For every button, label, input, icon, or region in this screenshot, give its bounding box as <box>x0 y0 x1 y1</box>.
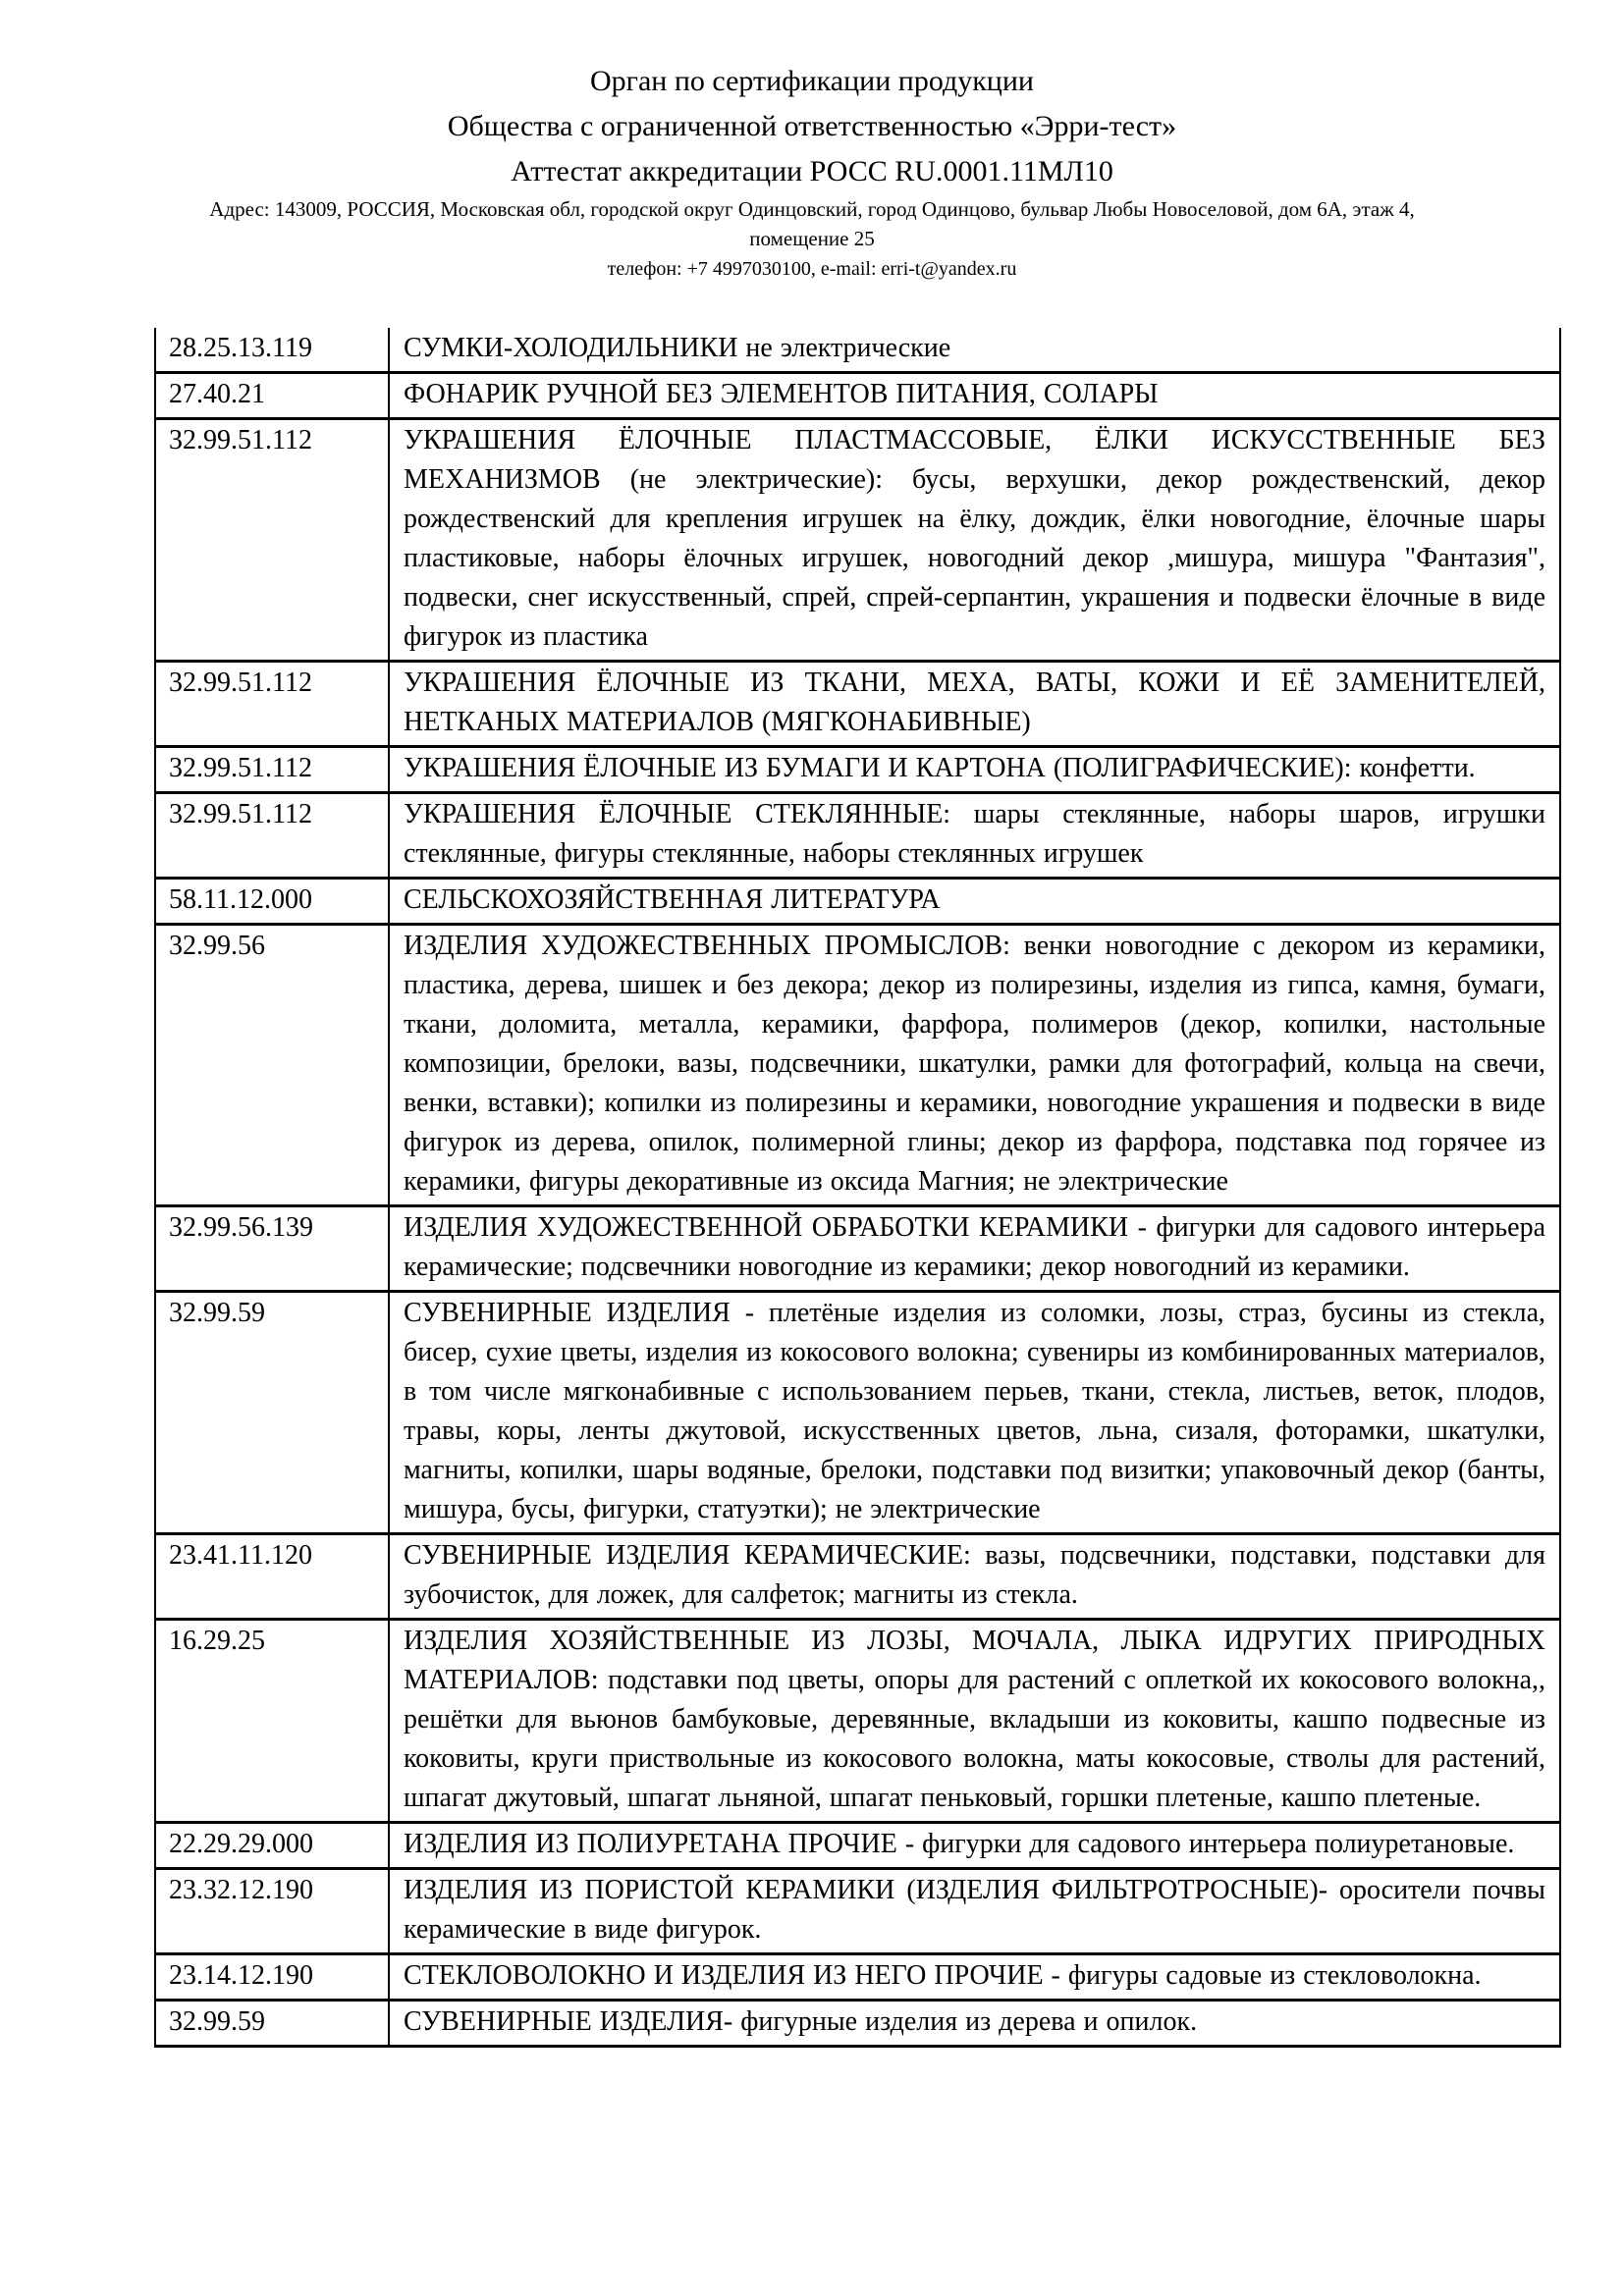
product-code-cell: 32.99.51.112 <box>155 747 389 793</box>
product-code-cell: 16.29.25 <box>155 1620 389 1823</box>
product-description-cell: ИЗДЕЛИЯ ХОЗЯЙСТВЕННЫЕ ИЗ ЛОЗЫ, МОЧАЛА, ЛЫКА ИДРУГИХ ПРИРОДНЫХ МАТЕРИАЛОВ: подставки под цветы, опоры для растений с оплеткой их кокосового волокна,, решётки для вьюнов бамбуковые, деревянные, вкладыши из коковиты, кашпо подвесные из коковиты, круги приствольные из кокосового волокна, маты кокосовые, стволы для растений, шпагат джутовый, шпагат льняной, шпагат пеньковый, горшки плетеные, кашпо плетеные. <box>389 1620 1560 1823</box>
table-row <box>155 328 1560 373</box>
product-description-cell: ИЗДЕЛИЯ ИЗ ПОРИСТОЙ КЕРАМИКИ (ИЗДЕЛИЯ ФИЛЬТРОТРОСНЫЕ)- оросители почвы керамические в виде фигурок. <box>389 1869 1560 1954</box>
product-description-cell: УКРАШЕНИЯ ЁЛОЧНЫЕ ИЗ БУМАГИ И КАРТОНА (ПОЛИГРАФИЧЕСКИЕ): конфетти. <box>389 747 1560 793</box>
document-header <box>0 0 1624 285</box>
product-description-cell: УКРАШЕНИЯ ЁЛОЧНЫЕ СТЕКЛЯННЫЕ: шары стеклянные, наборы шаров, игрушки стеклянные, фигуры стеклянные, наборы стеклянных игрушек <box>389 793 1560 879</box>
product-code-cell: 32.99.51.112 <box>155 793 389 879</box>
product-description-cell: СУВЕНИРНЫЕ ИЗДЕЛИЯ- фигурные изделия из дерева и опилок. <box>389 2001 1560 2047</box>
table-row <box>155 1823 1560 1869</box>
header-accreditation: Аттестат аккредитации РОСС RU.0001.11МЛ10 <box>511 155 1113 187</box>
product-code-cell: 32.99.59 <box>155 2001 389 2047</box>
product-code-cell: 23.32.12.190 <box>155 1869 389 1954</box>
product-code-cell: 22.29.29.000 <box>155 1823 389 1869</box>
product-code-cell: 32.99.51.112 <box>155 662 389 747</box>
product-description-cell: СУВЕНИРНЫЕ ИЗДЕЛИЯ - плетёные изделия из соломки, лозы, страз, бусины из стекла, бисер, сухие цветы, изделия из кокосового волокна; сувениры из комбинированных материалов, в том числе мягконабивные с использованием перьев, ткани, стекла, листьев, веток, плодов, травы, коры, ленты джутовой, искусственных цветов, льна, сизаля, фоторамки, шкатулки, магниты, копилки, шары водяные, брелоки, подставки под визитки; упаковочный декор (банты, мишура, бусы, фигурки, статуэтки); не электрические <box>389 1292 1560 1534</box>
table-row <box>155 1534 1560 1620</box>
table-row <box>155 419 1560 662</box>
table-row <box>155 1954 1560 2001</box>
product-description-cell: ИЗДЕЛИЯ ХУДОЖЕСТВЕННЫХ ПРОМЫСЛОВ: венки новогодние с декором из керамики, пластика, дерева, шишек и без декора; декор из полирезины, изделия из гипса, камня, бумаги, ткани, доломита, металла, керамики, фарфора, полимеров (декор, копилки, настольные композиции, брелоки, вазы, подсвечники, шкатулки, рамки для фотографий, кольца на свечи, венки, вставки); копилки из полирезины и керамики, новогодние украшения и подвески в виде фигурок из дерева, опилок, полимерной глины; декор из фарфора, подставка под горячее из керамики, фигуры декоративные из оксида Магния; не электрические <box>389 925 1560 1206</box>
product-code-cell: 32.99.59 <box>155 1292 389 1534</box>
table-row <box>155 1620 1560 1823</box>
product-description-cell: ИЗДЕЛИЯ ХУДОЖЕСТВЕННОЙ ОБРАБОТКИ КЕРАМИКИ - фигурки для садового интерьера керамические; подсвечники новогодние из керамики; декор новогодний из керамики. <box>389 1206 1560 1292</box>
table-row <box>155 925 1560 1206</box>
product-description-cell: СУВЕНИРНЫЕ ИЗДЕЛИЯ КЕРАМИЧЕСКИЕ: вазы, подсвечники, подставки, подставки для зубочисток, для ложек, для салфеток; магниты из стекла. <box>389 1534 1560 1620</box>
product-code-cell: 58.11.12.000 <box>155 879 389 925</box>
table-row <box>155 1206 1560 1292</box>
product-description-cell: УКРАШЕНИЯ ЁЛОЧНЫЕ ПЛАСТМАССОВЫЕ, ЁЛКИ ИСКУССТВЕННЫЕ БЕЗ МЕХАНИЗМОВ (не электрические): бусы, верхушки, декор рождественский, декор рождественский для крепления игрушек на ёлку, дождик, ёлки новогодние, ёлочные шары пластиковые, наборы ёлочных игрушек, новогодний декор ,мишура, мишура "Фантазия", подвески, снег искусственный, спрей, спрей-серпантин, украшения и подвески ёлочные в виде фигурок из пластика <box>389 419 1560 662</box>
product-description-cell: ФОНАРИК РУЧНОЙ БЕЗ ЭЛЕМЕНТОВ ПИТАНИЯ, СОЛАРЫ <box>389 373 1560 419</box>
product-description-cell: ИЗДЕЛИЯ ИЗ ПОЛИУРЕТАНА ПРОЧИЕ - фигурки для садового интерьера полиуретановые. <box>389 1823 1560 1869</box>
header-address-line-2: помещение 25 <box>749 227 875 250</box>
product-code-cell: 27.40.21 <box>155 373 389 419</box>
product-description-cell: СЕЛЬСКОХОЗЯЙСТВЕННАЯ ЛИТЕРАТУРА <box>389 879 1560 925</box>
table-row <box>155 1869 1560 1954</box>
product-code-cell: 28.25.13.119 <box>155 328 389 373</box>
table-row <box>155 793 1560 879</box>
product-code-cell: 23.14.12.190 <box>155 1954 389 2001</box>
table-row <box>155 1292 1560 1534</box>
header-org-type: Орган по сертификации продукции <box>590 65 1034 97</box>
header-address-line-1: Адрес: 143009, РОССИЯ, Московская обл, городской округ Одинцовский, город Одинцово, бульвар Любы Новоселовой, дом 6А, этаж 4, <box>209 197 1415 221</box>
product-description-cell: СУМКИ-ХОЛОДИЛЬНИКИ не электрические <box>389 328 1560 373</box>
product-description-cell: СТЕКЛОВОЛОКНО И ИЗДЕЛИЯ ИЗ НЕГО ПРОЧИЕ - фигуры садовые из стекловолокна. <box>389 1954 1560 2001</box>
table-row <box>155 879 1560 925</box>
product-code-cell: 32.99.56 <box>155 925 389 1206</box>
product-code-cell: 32.99.51.112 <box>155 419 389 662</box>
product-description-cell: УКРАШЕНИЯ ЁЛОЧНЫЕ ИЗ ТКАНИ, МЕХА, ВАТЫ, КОЖИ И ЕЁ ЗАМЕНИТЕЛЕЙ, НЕТКАНЫХ МАТЕРИАЛОВ (МЯГКОНАБИВНЫЕ) <box>389 662 1560 747</box>
product-codes-table <box>154 328 1561 2048</box>
header-org-name: Общества с ограниченной ответственностью «Эрри-тест» <box>447 110 1177 142</box>
product-code-cell: 23.41.11.120 <box>155 1534 389 1620</box>
header-contact: телефон: +7 4997030100, e-mail: erri-t@yandex.ru <box>607 258 1017 280</box>
table-row <box>155 2001 1560 2047</box>
table-row <box>155 747 1560 793</box>
product-table-body <box>155 328 1560 2047</box>
table-row <box>155 662 1560 747</box>
product-code-cell: 32.99.56.139 <box>155 1206 389 1292</box>
table-row <box>155 373 1560 419</box>
